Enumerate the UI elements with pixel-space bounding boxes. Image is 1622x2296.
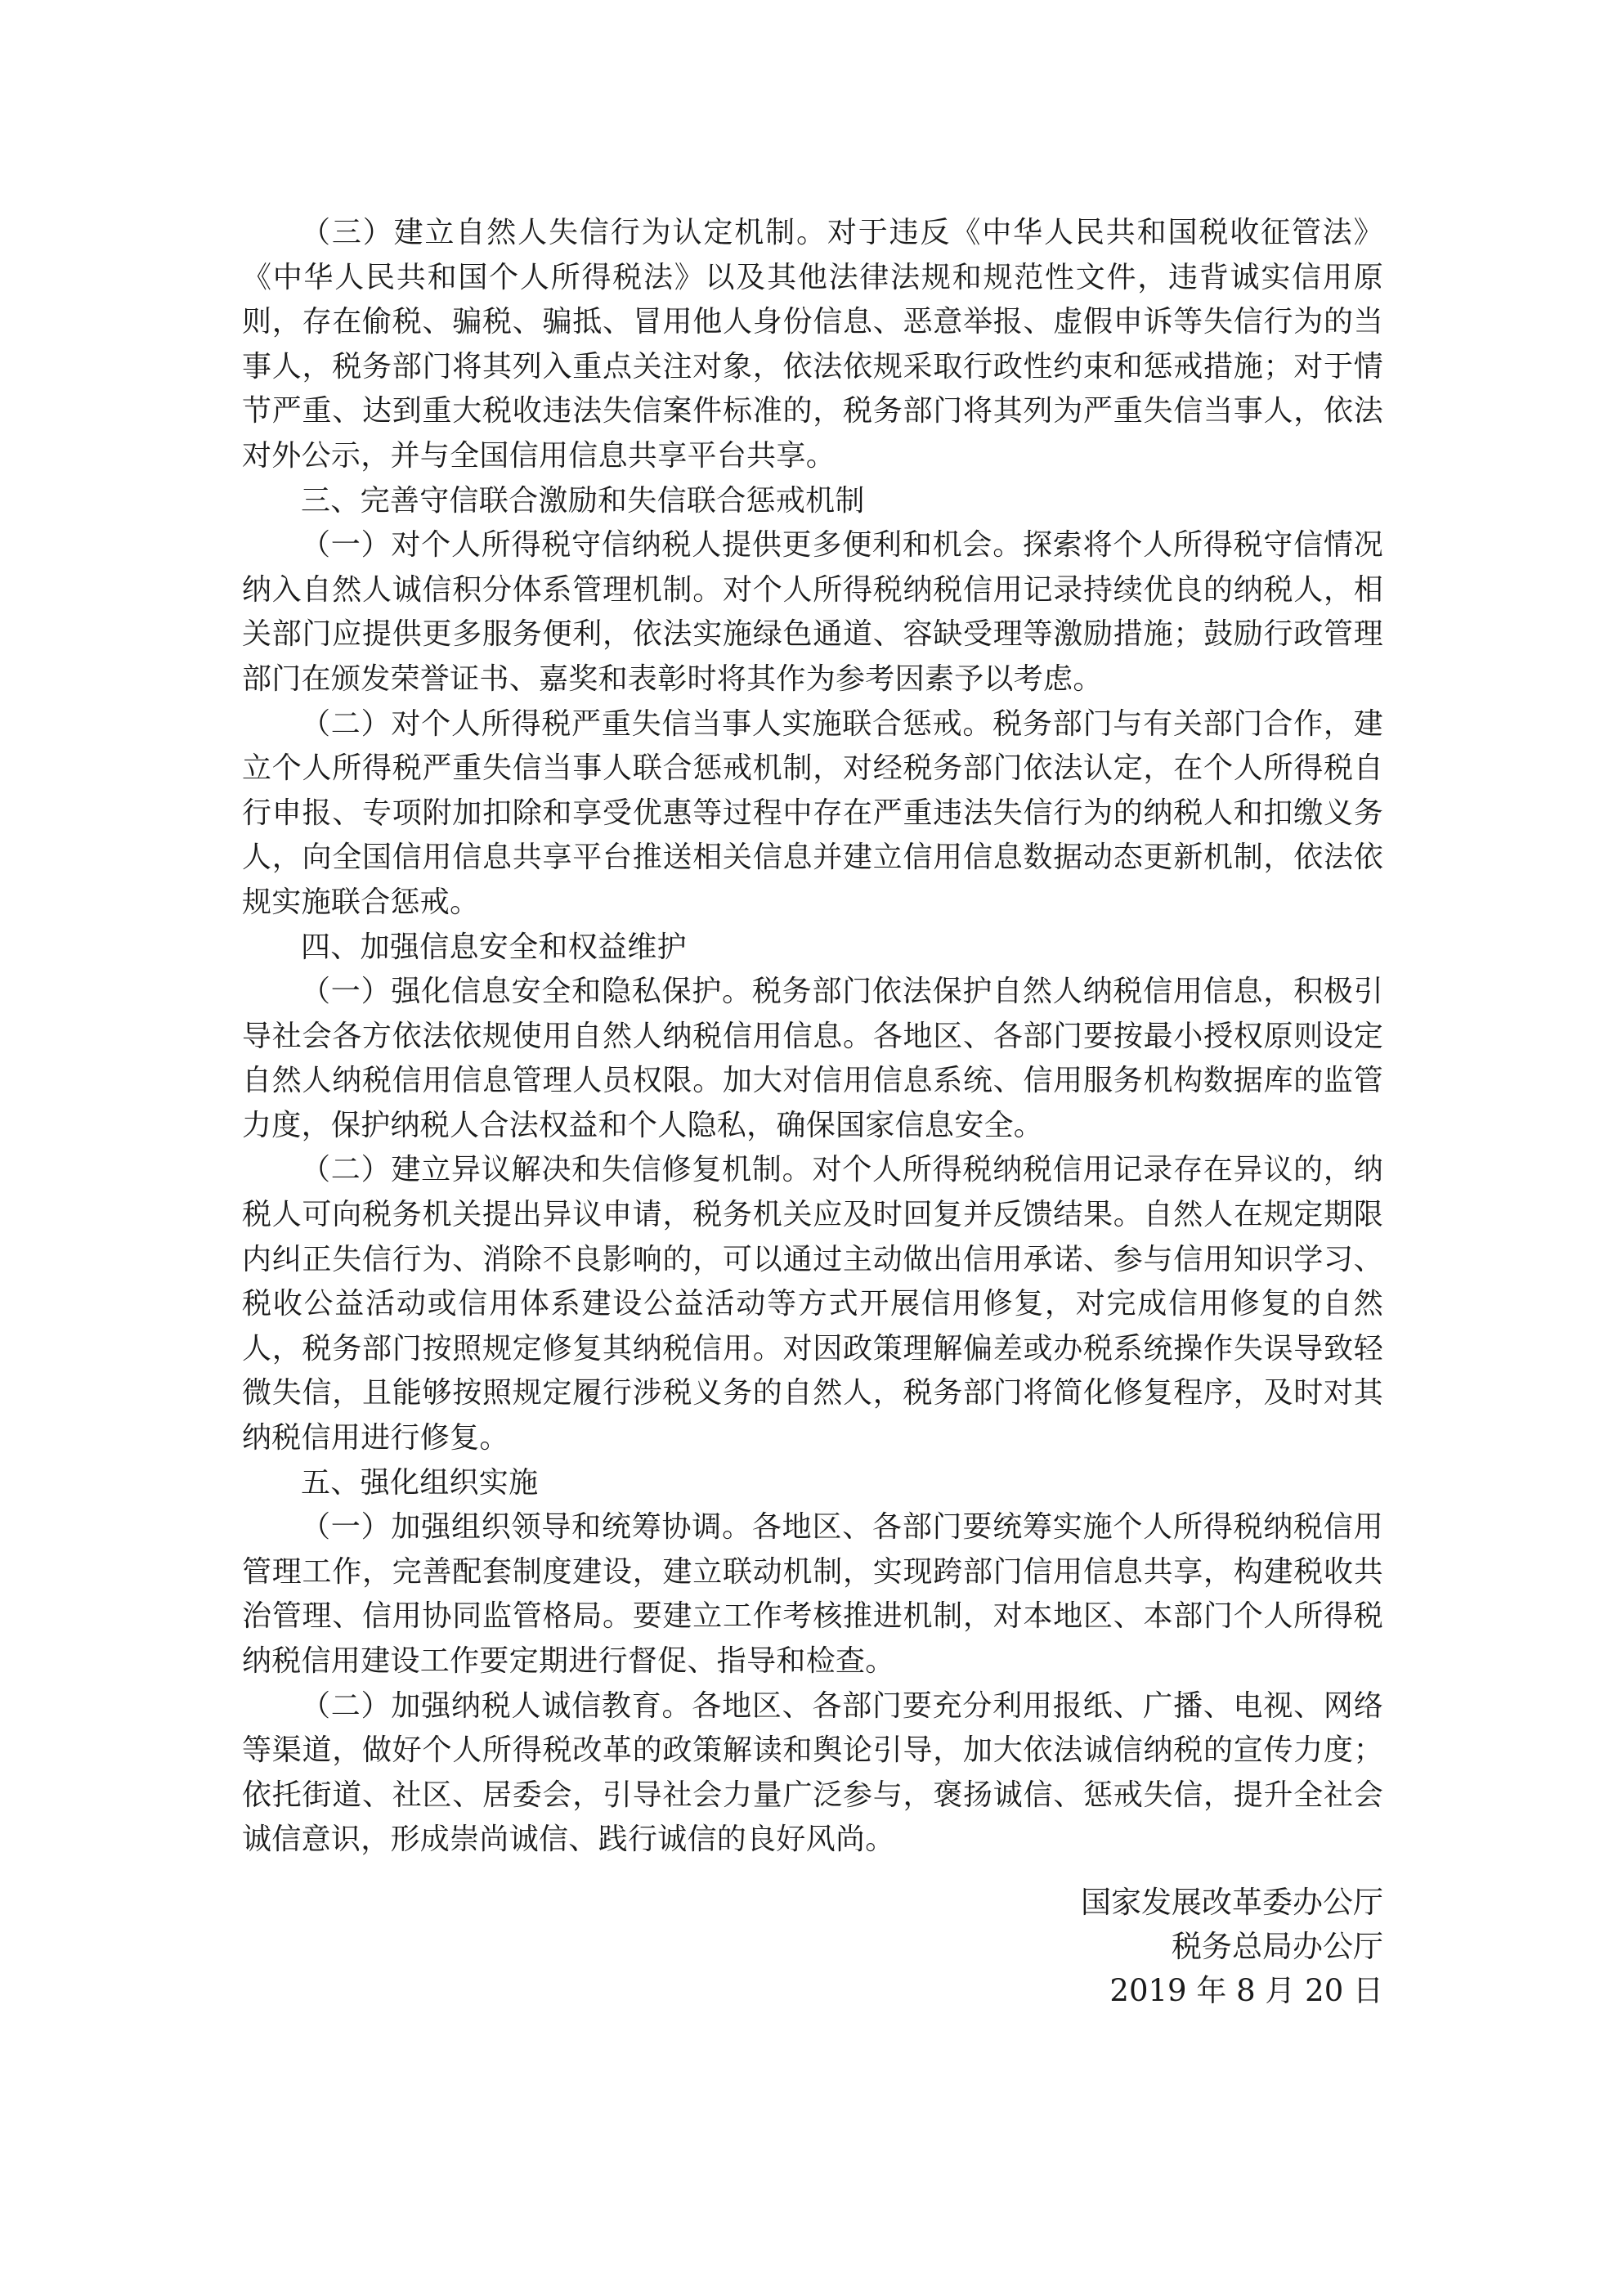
paragraph-4-1: （一）强化信息安全和隐私保护。税务部门依法保护自然人纳税信用信息，积极引导社会各方依法依规使用自然人纳税信用信息。各地区、各部门要按最小授权原则设定自然人纳税信用信息管理人员权限。加大对信用信息系统、信用服务机构数据库的监管力度，保护纳税人合法权益和个人隐私，确保国家信息安全。: [242, 975, 1383, 1142]
paragraph-4-2: （二）建立异议解决和失信修复机制。对个人所得税纳税信用记录存在异议的，纳税人可向税务机关提出异议申请，税务机关应及时回复并反馈结果。自然人在规定期限内纠正失信行为、消除不良影响的，可以通过主动做出信用承诺、参与信用知识学习、税收公益活动或信用体系建设公益活动等方式开展信用修复，对完成信用修复的自然人，税务部门按照规定修复其纳税信用。对因政策理解偏差或办税系统操作失误导致轻微失信，且能够按照规定履行涉税义务的自然人，税务部门将简化修复程序，及时对其纳税信用进行修复。: [242, 1153, 1383, 1455]
document-body: [242, 211, 1383, 1863]
paragraph-3-1: （一）对个人所得税守信纳税人提供更多便利和机会。探索将个人所得税守信情况纳入自然人诚信积分体系管理机制。对个人所得税纳税信用记录持续优良的纳税人，相关部门应提供更多服务便利，依法实施绿色通道、容缺受理等激励措施；鼓励行政管理部门在颁发荣誉证书、嘉奖和表彰时将其作为参考因素予以考虑。: [242, 528, 1383, 696]
signature-org-ndrc: 国家发展改革委办公厅: [1081, 1885, 1383, 1920]
paragraph-3-3: （三）建立自然人失信行为认定机制。对于违反《中华人民共和国税收征管法》《中华人民共和国个人所得税法》以及其他法律法规和规范性文件，违背诚实信用原则，存在偷税、骗税、骗抵、冒用他人身份信息、恶意举报、虚假申诉等失信行为的当事人，税务部门将其列入重点关注对象，依法依规采取行政性约束和惩戒措施；对于情节严重、达到重大税收违法失信案件标准的，税务部门将其列为严重失信当事人，依法对外公示，并与全国信用信息共享平台共享。: [242, 216, 1383, 473]
paragraph-5-1: （一）加强组织领导和统筹协调。各地区、各部门要统筹实施个人所得税纳税信用管理工作，完善配套制度建设，建立联动机制，实现跨部门信用信息共享，构建税收共治管理、信用协同监管格局。要建立工作考核推进机制，对本地区、本部门个人所得税纳税信用建设工作要定期进行督促、指导和检查。: [242, 1510, 1383, 1678]
signature-date: 2019 年 8 月 20 日: [1109, 1973, 1383, 2008]
signature-block: [1081, 1881, 1383, 2013]
section-heading-3: 三、完善守信联合激励和失信联合惩戒机制: [301, 483, 865, 518]
signature-org-tax: 税务总局办公厅: [1172, 1929, 1383, 1964]
section-heading-4: 四、加强信息安全和权益维护: [301, 930, 687, 964]
section-heading-5: 五、强化组织实施: [301, 1465, 539, 1500]
paragraph-5-2: （二）加强纳税人诚信教育。各地区、各部门要充分利用报纸、广播、电视、网络等渠道，做好个人所得税改革的政策解读和舆论引导，加大依法诚信纳税的宣传力度；依托街道、社区、居委会，引导社会力量广泛参与，褒扬诚信、惩戒失信，提升全社会诚信意识，形成崇尚诚信、践行诚信的良好风尚。: [242, 1688, 1383, 1857]
paragraph-3-2: （二）对个人所得税严重失信当事人实施联合惩戒。税务部门与有关部门合作，建立个人所得税严重失信当事人联合惩戒机制，对经税务部门依法认定，在个人所得税自行申报、专项附加扣除和享受优惠等过程中存在严重违法失信行为的纳税人和扣缴义务人，向全国信用信息共享平台推送相关信息并建立信用信息数据动态更新机制，依法依规实施联合惩戒。: [242, 706, 1383, 919]
